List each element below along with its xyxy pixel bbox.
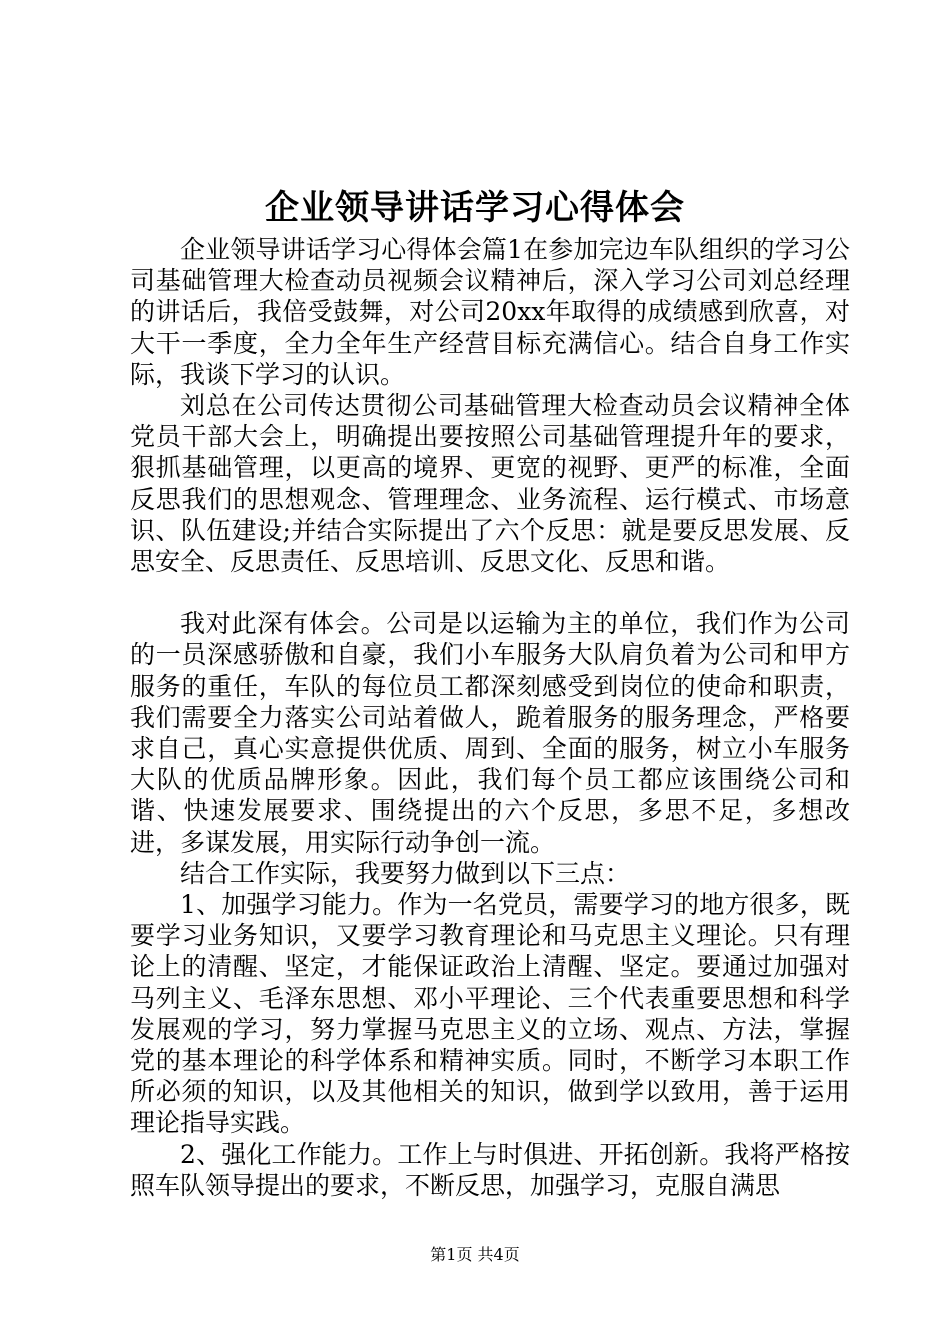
document-body — [130, 234, 850, 1201]
page-number-footer: 第1页 共4页 — [430, 1245, 520, 1264]
document-title: 企业领导讲话学习心得体会 — [265, 188, 685, 228]
paragraph-experience: 我对此深有体会。公司是以运输为主的单位，我们作为公司的一员深感骄傲和自豪，我们小车服务大队肩负着为公司和甲方服务的重任，车队的每位员工都深刻感受到岗位的使命和职责，我们需要全力落实公司站着做人，跪着服务的服务理念，严格要求自己，真心实意提供优质、周到、全面的服务，树立小车服务大队的优质品牌形象。因此，我们每个员工都应该围绕公司和谐、快速发展要求、围绕提出的六个反思，多思不足，多想改进，多谋发展，用实际行动争创一流。 — [130, 609, 850, 857]
paragraph-intro: 企业领导讲话学习心得体会篇1在参加完边车队组织的学习公司基础管理大检查动员视频会议精神后，深入学习公司刘总经理的讲话后，我倍受鼓舞，对公司20xx年取得的成绩感到欣喜，对大干一季度，全力全年生产经营目标充满信心。结合自身工作实际，我谈下学习的认识。 — [130, 235, 850, 389]
paragraph-point-1: 1、加强学习能力。作为一名党员，需要学习的地方很多，既要学习业务知识，又要学习教育理论和马克思主义理论。只有理论上的清醒、坚定，才能保证政治上清醒、坚定。要通过加强对马列主义、毛泽东思想、邓小平理论、三个代表重要思想和科学发展观的学习，努力掌握马克思主义的立场、观点、方法，掌握党的基本理论的科学体系和精神实质。同时，不断学习本职工作所必须的知识，以及其他相关的知识，做到学以致用，善于运用理论指导实践。 — [130, 890, 850, 1138]
paragraph-three-points-intro: 结合工作实际，我要努力做到以下三点： — [180, 858, 631, 888]
paragraph-six-reflections: 刘总在公司传达贯彻公司基础管理大检查动员会议精神全体党员干部大会上，明确提出要按照公司基础管理提升年的要求，狠抓基础管理，以更高的境界、更宽的视野、更严的标准，全面反思我们的思想观念、管理理念、业务流程、运行模式、市场意识、队伍建设;并结合实际提出了六个反思：就是要反思发展、反思安全、反思责任、反思培训、反思文化、反思和谐。 — [130, 391, 850, 577]
paragraph-point-2: 2、强化工作能力。工作上与时俱进、开拓创新。我将严格按照车队领导提出的要求，不断反思，加强学习，克服自满思 — [130, 1139, 850, 1200]
